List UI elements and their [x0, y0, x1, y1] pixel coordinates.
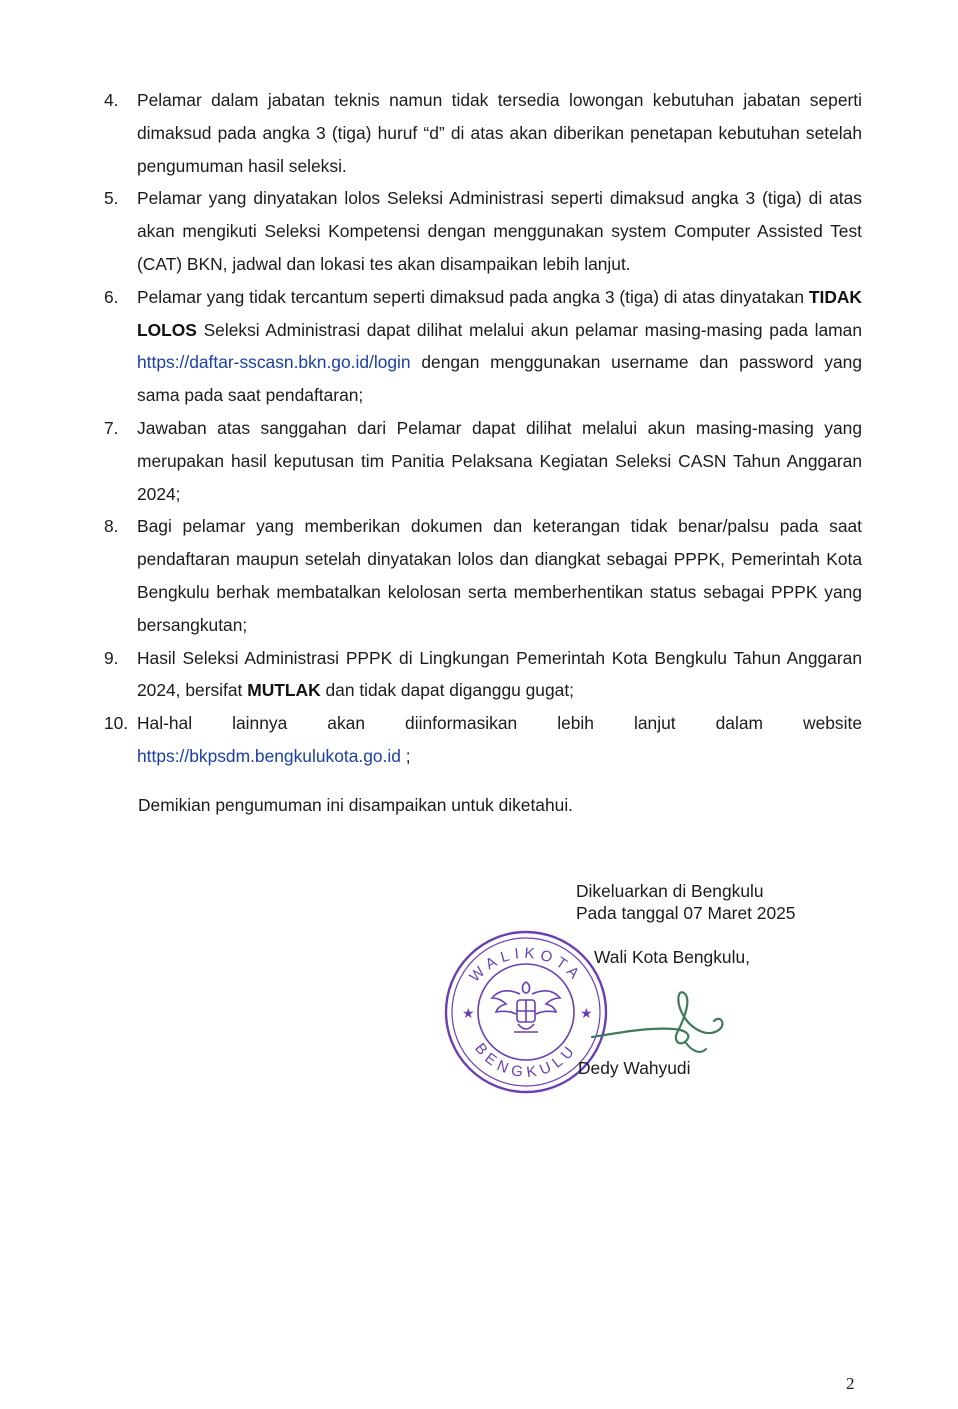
status-emphasis: TIDAK LOLOS — [137, 286, 862, 340]
list-item-7 — [104, 412, 862, 510]
item-text: Jawaban atas sanggahan dari Pelamar dapat dilihat melalui akun masing-masing yang merupakan hasil keputusan tim Panitia Pelaksana Kegiatan Seleksi CASN Tahun Anggaran 2024; — [137, 417, 862, 504]
list-item-9 — [104, 642, 862, 708]
seal-top-text: WALIKOTA — [466, 944, 586, 986]
item-number: 5. — [104, 188, 119, 209]
item-link-line — [137, 740, 862, 773]
item-text: Pelamar yang dinyatakan lolos Seleksi Administrasi seperti dimaksud angka 3 (tiga) di atas akan mengikuti Seleksi Kompetensi dengan menggunakan system Computer Assisted Test (CAT) BKN, jadwal dan lokasi tes akan disampaikan lebih lanjut. — [137, 188, 862, 274]
item-text — [137, 642, 862, 708]
seal-left-star-icon: ★ — [462, 1006, 475, 1022]
item-text-post: ; — [400, 745, 411, 766]
item-text-mid: Seleksi Administrasi dapat dilihat melalui akun pelamar masing-masing pada laman — [196, 319, 862, 340]
bkpsdm-website-link[interactable]: https://bkpsdm.bengkulukota.go.id — [137, 745, 401, 766]
item-text — [137, 281, 862, 412]
seal-bottom-text: BENGKULU — [471, 1040, 581, 1082]
garuda-emblem-icon — [492, 982, 560, 1032]
item-number: 9. — [104, 647, 119, 668]
list-item-4 — [104, 84, 862, 182]
item-text — [137, 707, 862, 773]
list-item-10 — [104, 707, 862, 773]
item-text-post: dan tidak dapat diganggu gugat; — [320, 680, 574, 701]
page-number: 2 — [846, 1374, 855, 1393]
signatory-name: Dedy Wahyudi — [578, 1058, 691, 1078]
issued-date: Pada tanggal 07 Maret 2025 — [576, 903, 796, 923]
item-text-post: dengan menggunakan username dan password yang sama pada saat pendaftaran; — [137, 352, 862, 406]
item-text-pre: Hal-hal lainnya akan diinformasikan lebih lanjut dalam website — [137, 713, 862, 734]
sscasn-login-link[interactable]: https://daftar-sscasn.bkn.go.id/login — [137, 352, 411, 373]
closing-statement: Demikian pengumuman ini disampaikan untuk diketahui. — [138, 795, 574, 815]
list-item-5 — [104, 182, 862, 280]
item-text-pre: Hasil Seleksi Administrasi PPPK di Lingkungan Pemerintah Kota Bengkulu Tahun Anggaran 2024, bersifat — [137, 647, 862, 701]
issuance-block — [576, 880, 795, 924]
issued-place: Dikeluarkan di Bengkulu — [576, 881, 764, 901]
item-number: 10. — [104, 713, 129, 734]
item-number: 4. — [104, 90, 119, 110]
item-text-pre: Pelamar yang tidak tercantum seperti dimaksud pada angka 3 (tiga) di atas dinyatakan — [137, 286, 809, 307]
list-item-6 — [104, 281, 862, 412]
announcement-list — [104, 84, 862, 773]
handwritten-signature — [588, 985, 728, 1065]
item-text: Pelamar dalam jabatan teknis namun tidak tersedia lowongan kebutuhan jabatan seperti dimaksud pada angka 3 (tiga) huruf “d” di atas akan diberikan penetapan kebutuhan setelah pengumuman hasil seleksi. — [137, 90, 862, 176]
item-text: Bagi pelamar yang memberikan dokumen dan keterangan tidak benar/palsu pada saat pendaftaran maupun setelah dinyatakan lolos dan diangkat sebagai PPPK, Pemerintah Kota Bengkulu berhak membatalkan kelolosan serta memberhentikan status sebagai PPPK yang bersangkutan; — [137, 516, 862, 635]
item-number: 6. — [104, 286, 119, 307]
item-number: 7. — [104, 417, 119, 438]
seal-right-star-icon: ★ — [580, 1006, 593, 1022]
status-emphasis: MUTLAK — [247, 680, 321, 701]
list-item-8 — [104, 510, 862, 641]
item-number: 8. — [104, 516, 119, 537]
signatory-role: Wali Kota Bengkulu, — [594, 947, 750, 967]
